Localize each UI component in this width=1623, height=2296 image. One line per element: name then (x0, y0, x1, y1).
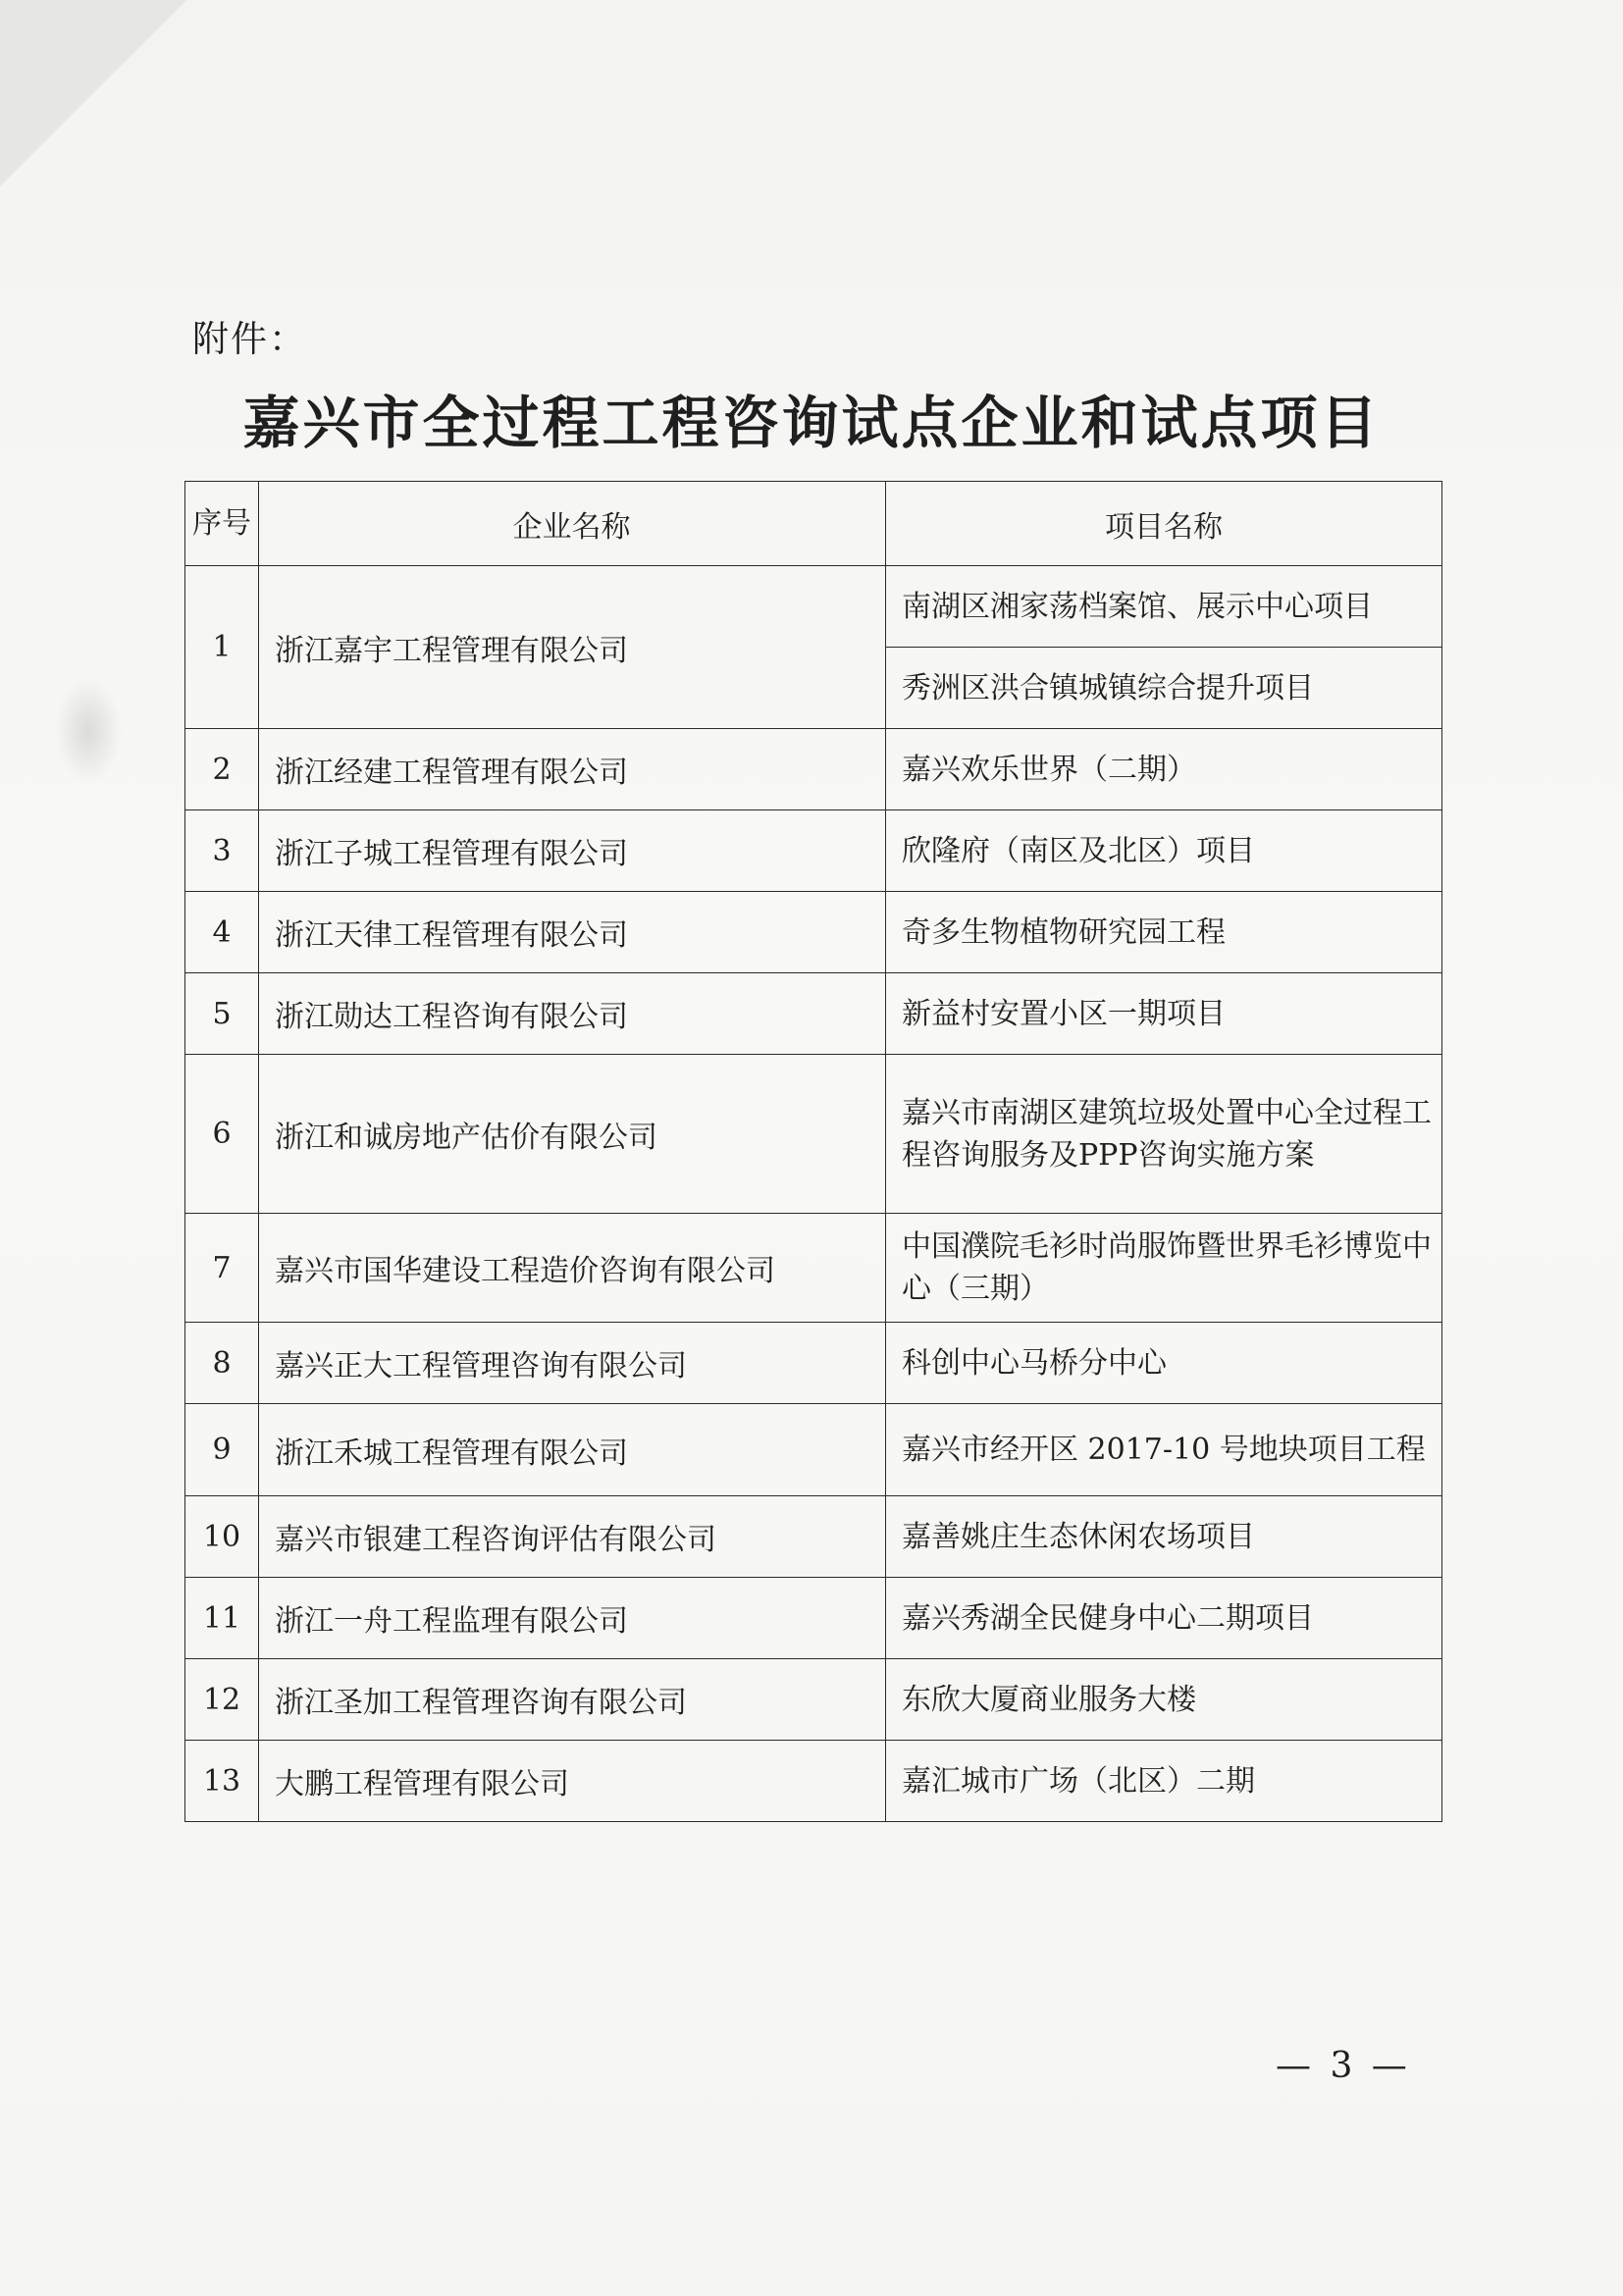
table-row (185, 1404, 1442, 1496)
company-name: 嘉兴市银建工程咨询评估有限公司 (259, 1496, 886, 1578)
document-title: 嘉兴市全过程工程咨询试点企业和试点项目 (242, 390, 1381, 456)
project-name: 东欣大厦商业服务大楼 (886, 1659, 1442, 1741)
row-number: 12 (185, 1659, 259, 1741)
row-number: 6 (185, 1055, 259, 1214)
row-number: 10 (185, 1496, 259, 1578)
table-row (185, 566, 1442, 648)
company-name: 浙江禾城工程管理有限公司 (259, 1404, 886, 1496)
row-number: 8 (185, 1323, 259, 1404)
row-number: 7 (185, 1214, 259, 1323)
header-company: 企业名称 (259, 482, 886, 566)
company-name: 浙江勋达工程咨询有限公司 (259, 973, 886, 1055)
project-name: 嘉善姚庄生态休闲农场项目 (886, 1496, 1442, 1578)
company-name: 嘉兴正大工程管理咨询有限公司 (259, 1323, 886, 1404)
row-number: 1 (185, 566, 259, 729)
company-name: 浙江经建工程管理有限公司 (259, 729, 886, 810)
project-name: 嘉兴市南湖区建筑垃圾处置中心全过程工程咨询服务及PPP咨询实施方案 (886, 1055, 1442, 1214)
company-name: 浙江天律工程管理有限公司 (259, 892, 886, 973)
project-name: 中国濮院毛衫时尚服饰暨世界毛衫博览中心（三期） (886, 1214, 1442, 1323)
company-name: 浙江嘉宇工程管理有限公司 (259, 566, 886, 729)
row-number: 13 (185, 1741, 259, 1822)
company-name: 浙江一舟工程监理有限公司 (259, 1578, 886, 1659)
table-row (185, 1496, 1442, 1578)
project-name: 嘉汇城市广场（北区）二期 (886, 1741, 1442, 1822)
project-name: 南湖区湘家荡档案馆、展示中心项目 (886, 566, 1442, 648)
page-number: — 3 — (1276, 2046, 1411, 2086)
row-number: 9 (185, 1404, 259, 1496)
company-name: 浙江子城工程管理有限公司 (259, 810, 886, 892)
table-row (185, 1741, 1442, 1822)
project-name: 秀洲区洪合镇城镇综合提升项目 (886, 648, 1442, 729)
paper-crease (54, 677, 123, 785)
attachment-label: 附件： (192, 318, 307, 360)
project-name: 科创中心马桥分中心 (886, 1323, 1442, 1404)
row-number: 2 (185, 729, 259, 810)
company-name: 浙江圣加工程管理咨询有限公司 (259, 1659, 886, 1741)
pilot-enterprise-table (184, 481, 1442, 1822)
project-name: 嘉兴市经开区 2017-10 号地块项目工程 (886, 1404, 1442, 1496)
table-row (185, 892, 1442, 973)
project-name: 嘉兴秀湖全民健身中心二期项目 (886, 1578, 1442, 1659)
row-number: 4 (185, 892, 259, 973)
header-project: 项目名称 (886, 482, 1442, 566)
table-row (185, 1323, 1442, 1404)
company-name: 浙江和诚房地产估价有限公司 (259, 1055, 886, 1214)
project-name: 奇多生物植物研究园工程 (886, 892, 1442, 973)
table-row (185, 810, 1442, 892)
company-name: 大鹏工程管理有限公司 (259, 1741, 886, 1822)
table-row (185, 1578, 1442, 1659)
page-corner-fold (0, 0, 186, 186)
table-row (185, 973, 1442, 1055)
table-row (185, 1055, 1442, 1214)
table-row (185, 1214, 1442, 1323)
row-number: 5 (185, 973, 259, 1055)
row-number: 11 (185, 1578, 259, 1659)
table-row (185, 729, 1442, 810)
project-name: 嘉兴欢乐世界（二期） (886, 729, 1442, 810)
project-name: 欣隆府（南区及北区）项目 (886, 810, 1442, 892)
table-header-row (185, 482, 1442, 566)
company-name: 嘉兴市国华建设工程造价咨询有限公司 (259, 1214, 886, 1323)
table-row (185, 1659, 1442, 1741)
header-number: 序号 (185, 482, 259, 566)
project-name: 新益村安置小区一期项目 (886, 973, 1442, 1055)
row-number: 3 (185, 810, 259, 892)
